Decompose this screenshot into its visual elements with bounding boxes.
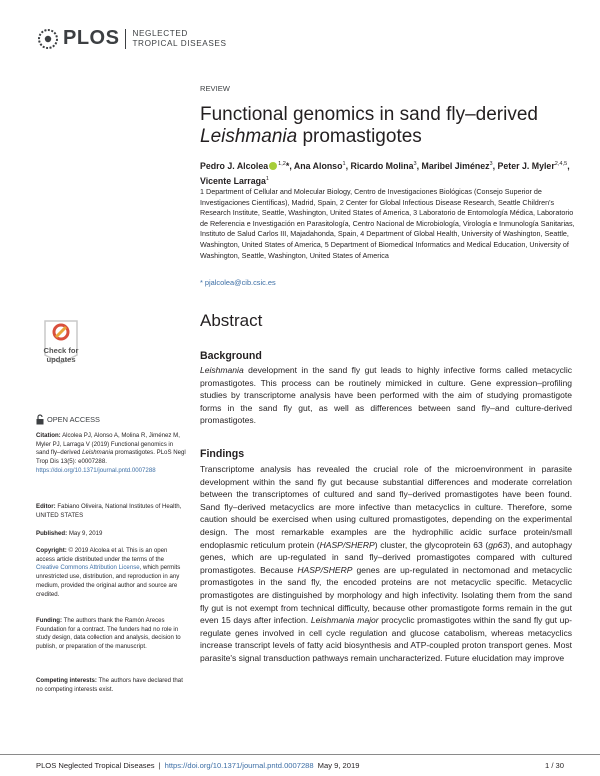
author-sup: 3 xyxy=(413,161,417,167)
author-sup: 1,2 xyxy=(278,161,286,167)
findings-italic: Leishmania major xyxy=(310,615,379,626)
check-for-updates-label[interactable] xyxy=(41,346,81,364)
background-text: development in the sand fly gut leads to highly infective forms called metacyclic promastigotes. This process can be routinely mimicked in culture. Gene expression–profiling studies by transcriptome analysis have been performed with the aim of studying promastigote forms in the sand fly gut, as well as differences between sand fly–and culture-derived promastigotes. xyxy=(200,365,572,426)
citation-text2: promastigotes. PLoS Negl Trop Dis 13(5): e0007288. xyxy=(36,449,186,466)
author-sup: 1 xyxy=(265,175,269,182)
competing-label: Competing interests: xyxy=(36,677,97,684)
funding-block xyxy=(36,617,188,652)
affil-text: Department of Global Health, University of Washington, Seattle, Washington, United States of America, xyxy=(200,229,569,249)
check-updates-line2: updates xyxy=(46,355,76,364)
open-access-badge xyxy=(36,414,100,425)
license-link[interactable]: Creative Commons Attribution License xyxy=(36,564,140,572)
orcid-icon[interactable] xyxy=(269,162,277,170)
funding-text: The authors thank the Ramón Areces Foundation for a contract. The funders had no role in study design, data collection and analysis, decision to publish, or preparation of the manuscript. xyxy=(36,617,181,651)
published-block xyxy=(36,530,188,539)
findings-text: Transcriptome analysis has revealed the crucial role of the microenvironment in parasite development within the sand fly gut because substantial differences and moderate correlation between the transcriptomes of cultured and sand fly–derived promastigotes have been found. Sand fly–derived metacyclics are more infective than metacyclics in culture. Therefore, some caution should be exercised when using cultured promastigotes, depending on the experimental design. The most remarkable examples are the hydrophilic acidic surface protein/small endoplasmic reticulum protein ( xyxy=(200,464,572,550)
editor-label: Editor: xyxy=(36,503,56,510)
findings-paragraph xyxy=(200,463,572,665)
copyright-label: Copyright: xyxy=(36,547,67,554)
title-rest: promastigotes xyxy=(297,126,422,147)
affiliations xyxy=(200,187,580,261)
findings-text: procyclic promastigotes within the sand fly gut up-regulate genes involved in cell cycle regulation and glucose catabolism, whereas metacyclics increase transcript levels of fatty acid biosynthesis and ATP-coupled proton transport genes. Most parasite's signal transduction pathways remain uncharacterized. Future elucidation may improve xyxy=(200,615,572,663)
author-name[interactable]: Vicente Larraga xyxy=(200,175,266,186)
editor-text: Fabiano Oliveira, National Institutes of Health, UNITED STATES xyxy=(36,503,182,519)
citation-block xyxy=(36,432,188,476)
footer-journal: PLOS Neglected Tropical Diseases xyxy=(36,761,155,770)
citation-text: Alcolea PJ, Alonso A, Molina R, Jiménez M, Myler PJ, Larraga V (2019) Functional genomics in sand fly–derived xyxy=(36,432,180,457)
footer xyxy=(36,761,359,770)
footer-date: May 9, 2019 xyxy=(317,761,360,770)
copyright-text2: , which permits unrestricted use, distribution, and reproduction in any medium, provided the original author and source are credited. xyxy=(36,564,181,598)
findings-text: genes are up-regulated in nectomonad and metacyclic promastigotes in the sand fly, the encoded proteins are not metacyclic specific. Metacyclic promastigotes are distinguished by morphology and high infectivity. Isolating them from the sand fly gut is not exempt from technical difficulty, because other promastigote forms remain in the gut even 15 days after infection. xyxy=(200,564,572,626)
author-sup: 3 xyxy=(489,161,493,167)
page-number: 1 / 30 xyxy=(545,761,564,770)
article-title xyxy=(200,104,560,148)
background-italic: Leishmania xyxy=(200,365,244,375)
author-name[interactable]: Peter J. Myler xyxy=(497,160,555,171)
competing-interests-block xyxy=(36,677,188,694)
affil-text: Center for Global Infectious Disease Research, Seattle Children's Research Institute, Seattle, Washington, United States of America, xyxy=(200,197,555,218)
copyright-block xyxy=(36,547,188,599)
findings-italic: gp63 xyxy=(488,539,508,550)
author-list: Pedro J. Alcolea $^{1,2}$*, Ana Alonso$^1$, Ricardo Molina$^3$, Maribel Jiménez$^3$, Peter J. Myler$^{2,4,5}$, Vicente Larraga$^1$ xyxy=(200,160,570,186)
author-sup: 1 xyxy=(342,161,346,167)
logo-subtitle xyxy=(132,29,226,48)
author-name[interactable]: Ricardo Molina xyxy=(350,160,414,171)
citation-doi-link[interactable]: https://doi.org/10.1371/journal.pntd.0007288 xyxy=(36,466,156,474)
author-name[interactable]: Maribel Jiménez xyxy=(421,160,490,171)
corresponding-email-link[interactable]: * pjalcolea@cib.csic.es xyxy=(200,278,276,287)
citation-label: Citation: xyxy=(36,432,61,439)
background-paragraph xyxy=(200,364,572,427)
copyright-text: © 2019 Alcolea et al. This is an open access article distributed under the terms of the xyxy=(36,547,168,563)
published-label: Published: xyxy=(36,530,68,537)
affil-text: Laboratorio de Entomología Médica, Laboratorio de Referencia e Investigación en Parasitología, Centro Nacional de Microbiología, Virología e Inmunología Sanitarias, Instituto de Salud Carlos III, Majadahonda, Spain, xyxy=(200,208,575,239)
open-access-label: OPEN ACCESS xyxy=(47,415,100,424)
affil-num: 4 xyxy=(360,229,365,239)
abstract-heading: Abstract xyxy=(200,311,263,330)
title-line1: Functional genomics in sand fly–derived xyxy=(200,104,538,125)
competing-text: The authors have declared that no competing interests exist. xyxy=(36,677,183,693)
citation-italic: Leishmania xyxy=(82,449,114,457)
findings-text: ), and autophagy genes, which are up-regulated in sand fly–derived promastigotes compared with cultured promastigotes. Because xyxy=(200,539,572,575)
footer-sep: | xyxy=(158,761,161,770)
check-for-updates-icon[interactable] xyxy=(37,315,85,375)
findings-italic: HASP/SHERP xyxy=(319,539,375,550)
author-name[interactable]: Ana Alonso xyxy=(293,160,343,171)
findings-text: ) cluster, the glycoprotein 63 ( xyxy=(374,539,489,550)
affil-num: 3 xyxy=(413,208,418,218)
logo-divider xyxy=(125,29,126,49)
affil-text: Department of Biomedical Informatics and Medical Education, University of Washington, Seattle, Washington, United States of America xyxy=(200,239,569,260)
affil-num: 5 xyxy=(324,239,329,249)
funding-label: Funding: xyxy=(36,617,63,624)
affil-num: 2 xyxy=(339,197,344,207)
footer-doi-link[interactable]: https://doi.org/10.1371/journal.pntd.0007288 xyxy=(164,761,314,770)
title-italic: Leishmania xyxy=(200,126,298,147)
footer-rule xyxy=(0,754,600,755)
article-category: REVIEW xyxy=(200,84,230,93)
author-name[interactable]: Pedro J. Alcolea xyxy=(200,160,269,171)
background-heading: Background xyxy=(200,350,262,362)
check-updates-line1: Check for xyxy=(43,346,79,355)
affil-num: 1 xyxy=(200,187,204,196)
affil-text: Department of Cellular and Molecular Biology, Centro de Investigaciones Biológicas (Consejo Superior de Investigaciones Científicas), Madrid, Spain, xyxy=(200,187,542,207)
journal-logo[interactable] xyxy=(37,27,227,50)
logo-subtitle-line1: NEGLECTED xyxy=(132,28,188,38)
open-lock-icon xyxy=(36,414,44,425)
logo-wordmark: PLOS xyxy=(63,27,120,49)
plos-logo-icon xyxy=(37,28,59,50)
findings-italic: HASP/SHERP xyxy=(297,564,353,575)
logo-subtitle-line2: TROPICAL DISEASES xyxy=(132,38,227,48)
author-sup: 2,4,5 xyxy=(554,161,568,167)
findings-heading: Findings xyxy=(200,448,245,460)
editor-block xyxy=(36,503,188,520)
published-text: May 9, 2019 xyxy=(67,530,103,537)
